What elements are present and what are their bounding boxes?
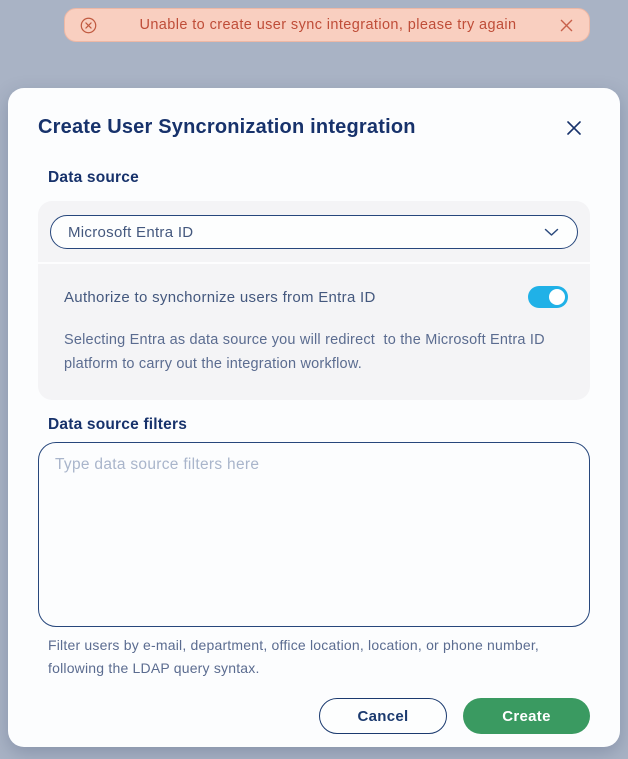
modal-header (38, 116, 590, 139)
authorize-toggle-label: Authorize to synchornize users from Entra ID (64, 288, 376, 306)
data-source-dropdown-value: Microsoft Entra ID (68, 223, 194, 241)
modal-close-icon[interactable] (564, 118, 584, 138)
filters-input[interactable] (38, 442, 590, 627)
authorize-toggle[interactable] (528, 286, 568, 308)
toast-close-icon[interactable] (558, 17, 575, 34)
data-source-dropdown[interactable] (50, 215, 578, 249)
filters-help-text: Filter users by e-mail, department, office location, location, or phone number, following the LDAP query syntax. (48, 637, 544, 676)
data-source-panel (38, 201, 590, 400)
error-toast (64, 8, 590, 42)
modal-title: Create User Syncronization integration (38, 116, 416, 138)
data-source-help-text: Selecting Entra as data source you will redirect to the Microsoft Entra ID platform to carry out the integration workflow. (64, 332, 550, 372)
cancel-button[interactable]: Cancel (319, 698, 447, 734)
authorize-section (38, 264, 590, 400)
authorize-toggle-row (64, 286, 568, 308)
chevron-down-icon (544, 228, 559, 237)
data-source-dropdown-section (38, 201, 590, 264)
toggle-knob (549, 289, 565, 305)
create-button[interactable]: Create (463, 698, 590, 734)
filters-label: Data source filters (48, 416, 188, 433)
toast-message: Unable to create user sync integration, please try again (139, 17, 517, 33)
circled-x-icon (79, 16, 98, 35)
data-source-label: Data source (48, 169, 139, 186)
modal-actions (38, 698, 590, 734)
create-user-sync-modal (8, 88, 620, 747)
